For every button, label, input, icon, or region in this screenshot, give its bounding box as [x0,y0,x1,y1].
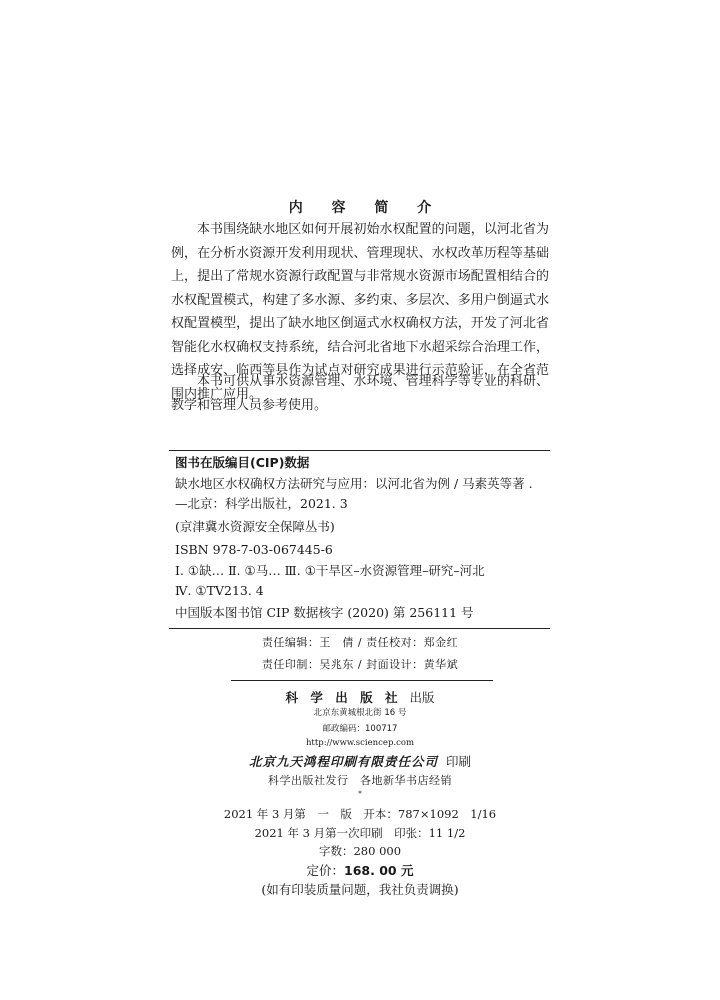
cip-isbn-line: ISBN 978-7-03-067445-6 [175,542,333,557]
publisher-url: http://www.sciencep.com [305,738,415,748]
publisher-line [0,688,720,706]
cip-classification-line-2: Ⅳ. ①TV213. 4 [175,583,264,598]
cip-top-rule [169,450,550,451]
edition-line-1: 2021 年 3 月第 一 版 开本：787×1092 1/16 [223,807,497,821]
publisher-address: 北京东黄城根北街 16 号 [313,708,407,718]
editor-credit-line: 责任编辑：王 倩 / 责任校对：郑金红 [261,636,459,649]
cip-heading: 图书在版编目(CIP)数据 [175,455,310,470]
distribution-line: 科学出版社发行 各地新华书店经销 [268,774,452,787]
cip-classification-line-1: Ⅰ. ①缺… Ⅱ. ①马… Ⅲ. ①干旱区–水资源管理–研究–河北 [175,563,485,578]
cip-series-line: (京津冀水资源安全保障丛书) [175,519,335,534]
edition-line-2: 2021 年 3 月第一次印刷 印张：11 1/2 [254,826,466,840]
summary-paragraph-2: 本书可供从事水资源管理、水环境、管理科学等专业的科研、教学和管理人员参考使用。 [171,374,549,413]
printer-name: 北京九天鸿程印刷有限责任公司 [248,754,438,769]
divider-mark: * [358,790,362,798]
publisher-name: 科 学 出 版 社 [285,690,402,705]
cip-number-line: 中国版本图书馆 CIP 数据核字 (2020) 第 256111 号 [175,605,474,620]
cip-bottom-rule [169,628,550,629]
publisher-suffix: 出版 [409,690,435,705]
printer-line [0,752,720,770]
quality-notice: (如有印装质量问题，我社负责调换) [261,882,459,897]
summary-title: 内 容 简 介 [288,200,444,216]
cip-publisher-line: —北京：科学出版社，2021. 3 [175,496,348,511]
credits-rule [231,680,493,681]
price-label: 定价： [306,863,345,878]
summary-paragraph-1: 本书围绕缺水地区如何开展初始水权配置的问题，以河北省为例，在分析水资源开发利用现状、管理现状、水权改革历程等基础上，提出了常规水资源行政配置与非常规水资源市场配置相结合的水权配置模式，构建了多水源、多约束、多层次、多用户倒逼式水权配置模型，提出了缺水地区倒逼式水权确权方法，开发了河北省智能化水权确权支持系统，结合河北省地下水超采综合治理工作，选择成安、临西等县作为试点对研究成果进行示范验证，在全省范围内推广应用。 [171,222,549,402]
production-credit-line: 责任印制：吴兆东 / 封面设计：黄华斌 [261,658,459,671]
word-count: 字数：280 000 [318,844,402,858]
postal-code: 邮政编码：100717 [322,724,398,734]
price-value: 168. 00 元 [344,863,414,878]
price-line [0,861,720,879]
cip-title-line: 缺水地区水权确权方法研究与应用：以河北省为例 / 马素英等著 . [175,476,533,491]
printer-suffix: 印刷 [446,754,472,769]
